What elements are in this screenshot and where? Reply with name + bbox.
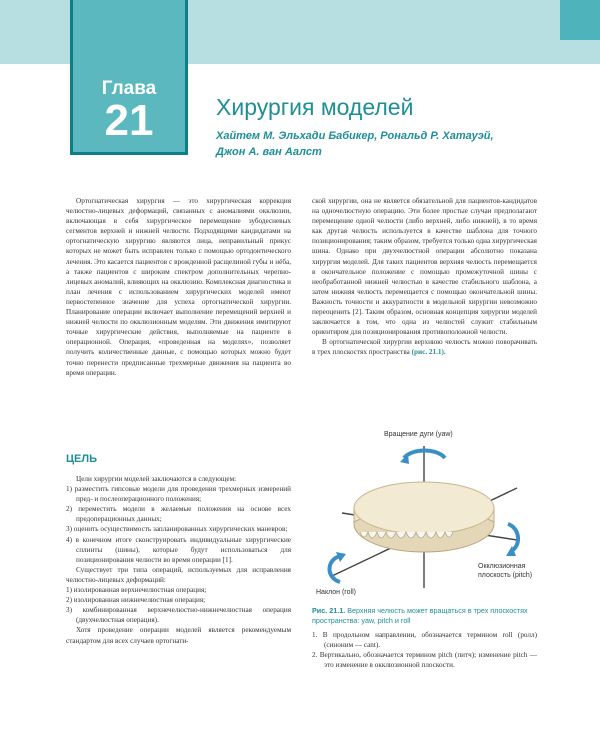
types-intro: Существует три типа операций, используемых для исправления челюстно-лицевых деформаций: (66, 565, 291, 584)
chapter-label: Глава (101, 78, 157, 99)
figure-caption-number: Рис. 21.1. (312, 606, 346, 615)
pitch-arrow (508, 524, 518, 552)
rotation-list-section (312, 630, 537, 670)
page-title: Хирургия моделей (216, 94, 414, 120)
chapter-number: 21 (104, 96, 154, 145)
list-item: 2) изолированная нижнечелюстная операция; (66, 596, 206, 605)
goal-last-paragraph: Хотя проведение операции моделей является рекомендуемым стандартом для всех случаев ортогнати- (66, 626, 291, 645)
list-item: 3) комбинированная верхнечелюстно-нижнечелюстная операция (двухчелюстная операция). (66, 606, 291, 625)
list-item: 1. В продольном направлении, обозначается термином roll (ролл) (синоним — cant). (312, 631, 537, 650)
roll-label: Наклон (roll) (316, 589, 356, 596)
pitch-label: Окклюзионная плоскость (pitch) (478, 563, 533, 579)
column-left-intro (66, 196, 291, 378)
maxilla-upper-surface (354, 482, 494, 534)
right-paragraph-1: ской хирургии, она не является обязательной для пациентов-кандидатов на одночелюстную операцию. Эти более простые случаи предполагают перемещение одной челюсти (либо верхней, либо нижней), в то время как другая челюсть используется в качестве шаблона для точного позиционирования; таким образом, требуется только одна хирургическая шина. Однако при двухчелюстной операции абсолютно показана хирургия моделей. Для таких пациентов верхняя челюсть перемещается в окончательное положение с помощью промежуточной шины с необработанной нижней челюстью в качестве стабильного шаблона, а затем нижняя челюсть перемещается с помощью окончательной шины. Важность точности и аккуратности в модельной хирургии невозможно переоценить [2]. Таким образом, основная концепция хирургии моделей заключается в том, что одна из челюстей служит стабильным ориентиром для позиционирования противоположной челюсти. (312, 197, 537, 337)
section-heading-goal: ЦЕЛЬ (66, 453, 97, 465)
list-item: 3) оценить осуществимость запланированных хирургических маневров; (66, 525, 288, 534)
right-paragraph-2 (312, 337, 537, 357)
figure-caption-text: Верхняя челюсть может вращаться в трех плоскостях пространства: yaw, pitch и roll (312, 606, 528, 625)
list-item: 1) разместить гипсовые модели для проведения трехмерных измерений пред- и послеоперационного положения; (66, 485, 291, 504)
column-right-text (312, 196, 537, 358)
list-item: 2) переместить модели в желаемые положения на основе всех предоперационных данных; (66, 505, 291, 524)
intro-paragraph: Ортогнатическая хирургия — это хирургическая коррекция челюстно-лицевых деформаций, связанных с аномалиями окклюзии, включающая в себя хирургическое перемещение зубодесневых сегментов верхней и нижней челюсти. Подходящими кандидатами на ортогнатическую хирургию являются лица, неправильный прикус которых не может быть исправлен только с помощью ортодонтического лечения. Это касается пациентов с врожденной расщелиной губы и нёба, а также пациентов с широким спектром дополнительных черепно-лицевых аномалий, влияющих на окклюзию. Комплексная диагностика и план лечения с использованием хирургических моделей имеют первостепенное значение для успеха ортогнатической хирургии. Планирование операции включает выполнение перемещений верхней и нижней челюсти по окклюзионным моделям. Эти движения имитируют точные хирургические действия, выполняемые на пациенте в операционной. Операция, «проведенная на моделях», позволяет получить количественные данные, с помощью которых можно будет точно перенести предписанные трехмерные движения на пациента во время операции. (66, 197, 291, 377)
goal-section (66, 474, 291, 646)
figure-reference-link[interactable]: (рис. 21.1). (411, 348, 446, 357)
list-item: 1) изолированная верхнечелюстная операция; (66, 586, 207, 595)
figure-maxilla-rotation (312, 428, 537, 598)
types-list (66, 585, 291, 625)
list-item: 2. Вертикально, обозначается термином pitch (питч); изменение pitch — это изменение в окклюзионной плоскости. (312, 651, 537, 670)
rotation-list (312, 630, 537, 670)
authors: Хайтем М. Эльхади Бабикер, Рональд Р. Хатауэй, Джон А. ван Аалст (216, 130, 494, 158)
roll-arrow (330, 556, 341, 582)
list-item: 4) в конечном итоге сконструировать индивидуальные хирургические сплинты (шины), которые будут использоваться для позиционирования челюсти во время операции [1]. (66, 535, 291, 564)
goal-list (66, 484, 291, 565)
goal-intro: Цели хирургии моделей заключаются в следующем: (76, 475, 237, 483)
figure-caption (312, 606, 537, 626)
rotation-text: В ортогнатической хирургии верхнюю челюсть можно поворачивать в трех плоскостях пространства (312, 338, 537, 357)
chapter-badge (70, 0, 188, 155)
header-corner-block (560, 0, 600, 40)
yaw-label: Вращение дуги (yaw) (384, 431, 453, 438)
